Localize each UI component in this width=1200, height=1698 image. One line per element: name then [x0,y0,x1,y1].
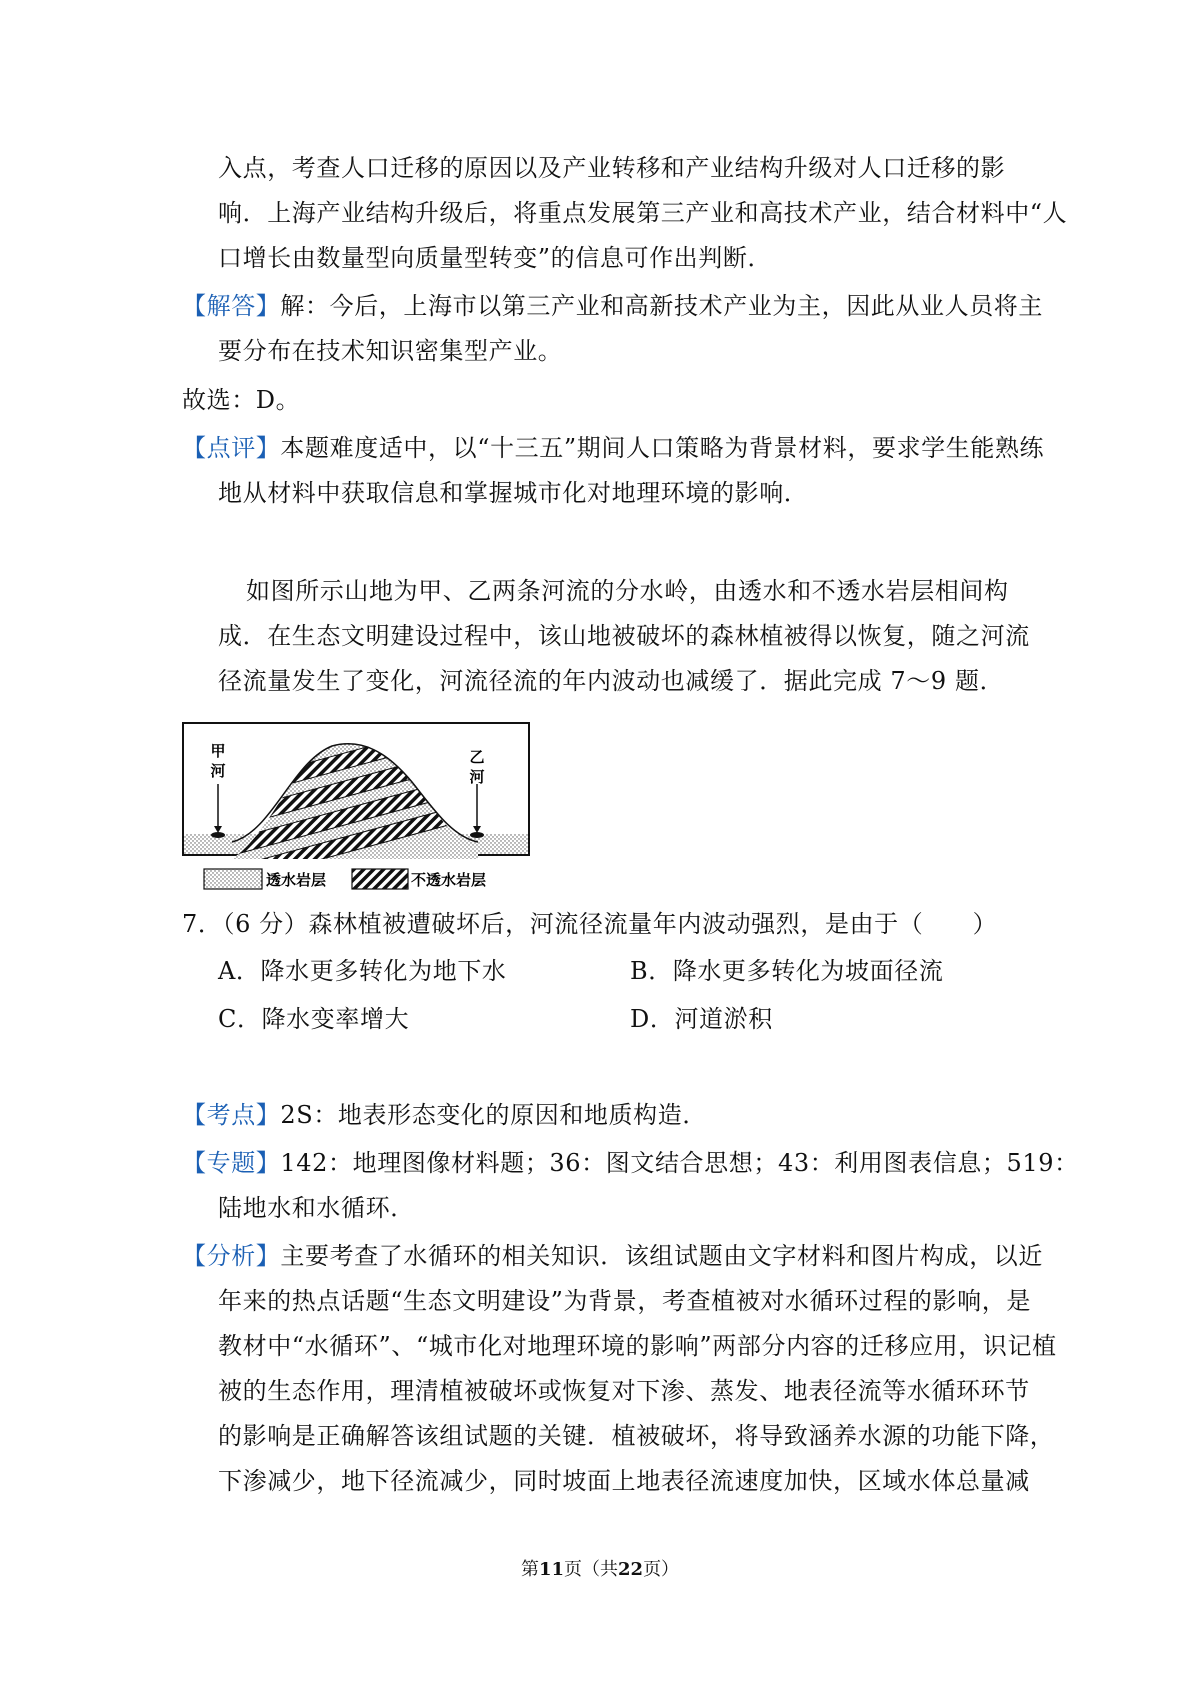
choice-line: 故选：D。 [182,386,301,414]
legend-impermeable-swatch [352,869,408,889]
footer-suffix: 页） [643,1559,680,1580]
text-line: 陆地水和水循环． [218,1194,415,1222]
legend-permeable-swatch [204,869,262,889]
comment-line [182,432,1044,464]
footer-middle: 页（共 [564,1559,618,1580]
text-line: 年来的热点话题“生态文明建设”为背景，考查植被对水循环过程的影响，是 [218,1287,1031,1315]
text-line: 教材中“水循环”、“城市化对地理环境的影响”两部分内容的迁移应用，识记植 [218,1332,1057,1360]
text-line: 响．上海产业结构升级后，将重点发展第三产业和高技术产业，结合材料中“人 [218,199,1068,227]
fenxi-text: 主要考查了水循环的相关知识．该组试题由文字材料和图片构成，以近 [280,1242,1044,1270]
legend-impermeable-label: 不透水岩层 [411,871,487,889]
zhuanti-tag: 【专题】 [182,1149,281,1177]
option-b: B．降水更多转化为坡面径流 [630,957,944,985]
text-line: 下渗减少，地下径流减少，同时坡面上地表径流速度加快，区域水体总量减 [218,1467,1030,1495]
watershed-figure [182,722,532,894]
answer-tag: 【解答】 [182,292,281,320]
page-footer [0,1558,1200,1582]
comment-text: 本题难度适中，以“十三五”期间人口策略为背景材料，要求学生能熟练 [280,434,1045,462]
river-jia-label-1: 甲 [210,742,226,760]
zhuanti-text: 142：地理图像材料题；36：图文结合思想；43：利用图表信息；519： [280,1149,1079,1177]
kaodian-tag: 【考点】 [182,1101,281,1129]
footer-page-number: 11 [538,1559,564,1580]
text-line: 地从材料中获取信息和掌握城市化对地理环境的影响． [218,479,809,507]
fenxi-line [182,1240,1043,1272]
option-c: C．降水变率增大 [218,1005,410,1033]
river-yi-label-1: 乙 [469,748,485,766]
intro-line: 成．在生态文明建设过程中，该山地被破坏的森林植被得以恢复，随之河流 [218,622,1030,650]
kaodian-line [182,1099,707,1131]
fenxi-tag: 【分析】 [182,1242,281,1270]
option-a: A．降水更多转化为地下水 [218,957,507,985]
text-line: 要分布在技术知识密集型产业。 [218,337,563,365]
legend-permeable-label: 透水岩层 [266,871,327,889]
intro-line: 径流量发生了变化，河流径流的年内波动也减缓了．据此完成 7～9 题． [218,667,1005,695]
option-d: D．河道淤积 [630,1005,773,1033]
footer-total-pages: 22 [618,1559,644,1580]
river-yi-label-2: 河 [469,768,485,786]
river-jia-label-2: 河 [210,762,226,780]
intro-line: 如图所示山地为甲、乙两条河流的分水岭，由透水和不透水岩层相间构 [246,577,1009,605]
zhuanti-line [182,1147,1079,1179]
question-stem: 7．（6 分）森林植被遭破坏后，河流径流量年内波动强烈，是由于（ ） [182,910,998,938]
answer-text: 解：今后，上海市以第三产业和高新技术产业为主，因此从业人员将主 [280,292,1044,320]
text-line: 口增长由数量型向质量型转变”的信息可作出判断． [218,244,773,272]
watershed-diagram [182,722,532,894]
text-line: 的影响是正确解答该组试题的关键．植被破坏，将导致涵养水源的功能下降， [218,1422,1055,1450]
answer-line [182,290,1043,322]
kaodian-text: 2S：地表形态变化的原因和地质构造． [280,1101,707,1129]
comment-tag: 【点评】 [182,434,281,462]
text-line: 入点，考查人口迁移的原因以及产业转移和产业结构升级对人口迁移的影 [218,154,1006,182]
text-line: 被的生态作用，理清植被破坏或恢复对下渗、蒸发、地表径流等水循环环节 [218,1377,1030,1405]
footer-prefix: 第 [520,1559,539,1580]
